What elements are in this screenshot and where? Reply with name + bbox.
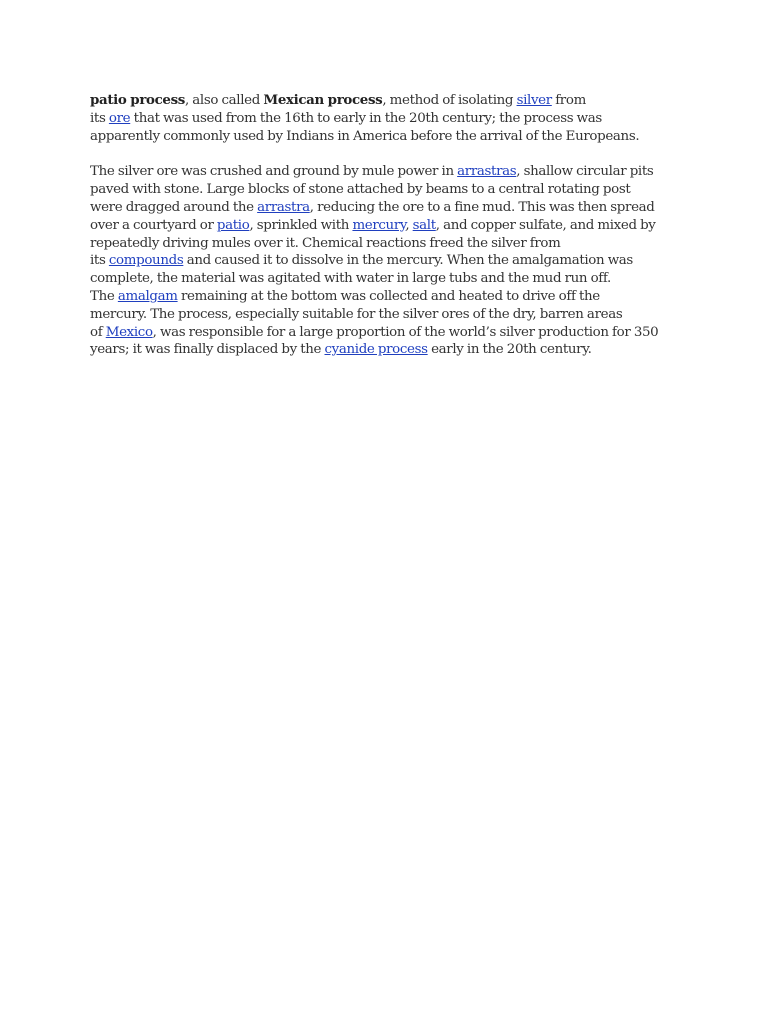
text-line [90,341,690,359]
text-run: , sprinkled with [249,217,353,233]
text-line [90,163,690,181]
text-run: years; it was finally displaced by the [90,342,325,358]
term-patio-process: patio process [90,92,185,108]
text-line [90,235,690,253]
text-run: , method of isolating [382,93,517,108]
text-run: The silver ore was crushed and ground by mule power in [90,164,458,180]
text-run: , also called [184,93,264,108]
text-line [90,181,690,199]
text-line [90,324,690,342]
text-line [90,110,690,128]
link-mexico[interactable]: Mexico [105,324,153,340]
text-run: early in the 20th century. [427,342,592,358]
text-run: , was responsible for a large proportion of the world’s silver production for 350 [152,324,659,340]
text-run: The [90,288,118,304]
link-arrastras[interactable]: arrastras [457,164,517,180]
text-run: were dragged around the [90,199,258,215]
link-compounds[interactable]: compounds [108,253,184,269]
link-silver[interactable]: silver [516,93,552,108]
text-run: repeatedly driving mules over it. Chemical reactions freed the silver from [90,235,561,251]
text-run: over a courtyard or [90,217,217,233]
text-run: , shallow circular pits [516,164,654,180]
text-line [90,288,690,306]
text-run: and caused it to dissolve in the mercury. When the amalgamation was [183,253,633,269]
text-line [90,217,690,235]
text-line [90,306,690,324]
text-line [90,128,690,146]
link-cyanide-process[interactable]: cyanide process [324,342,428,358]
link-ore[interactable]: ore [108,110,131,126]
text-run: , [405,217,413,233]
term-mexican-process: Mexican process [263,92,383,108]
text-run: apparently commonly used by Indians in America before the arrival of the Europeans. [90,128,640,144]
text-run: remaining at the bottom was collected and heated to drive off the [177,288,600,304]
text-run: paved with stone. Large blocks of stone attached by beams to a central rotating post [90,182,631,198]
link-arrastra[interactable]: arrastra [257,199,310,215]
text-line [90,252,690,270]
link-patio[interactable]: patio [216,217,250,233]
link-mercury[interactable]: mercury [352,217,406,233]
text-run: that was used from the 16th to early in the 20th century; the process was [130,110,602,126]
text-line [90,92,690,110]
text-run: , reducing the ore to a fine mud. This was then spread [309,199,655,215]
paragraph-description [90,163,690,359]
text-run: its [90,110,109,126]
text-line [90,199,690,217]
text-run: of [90,324,106,340]
text-run: complete, the material was agitated with water in large tubs and the mud run off. [90,271,611,287]
link-salt[interactable]: salt [412,217,436,233]
link-amalgam[interactable]: amalgam [117,288,178,304]
text-run: its [90,253,109,269]
text-line [90,270,690,288]
article-body [90,92,690,359]
text-run: , and copper sulfate, and mixed by [435,217,656,233]
text-run: mercury. The process, especially suitable for the silver ores of the dry, barren areas [90,306,623,322]
paragraph-intro [90,92,690,145]
text-run: from [551,93,586,108]
